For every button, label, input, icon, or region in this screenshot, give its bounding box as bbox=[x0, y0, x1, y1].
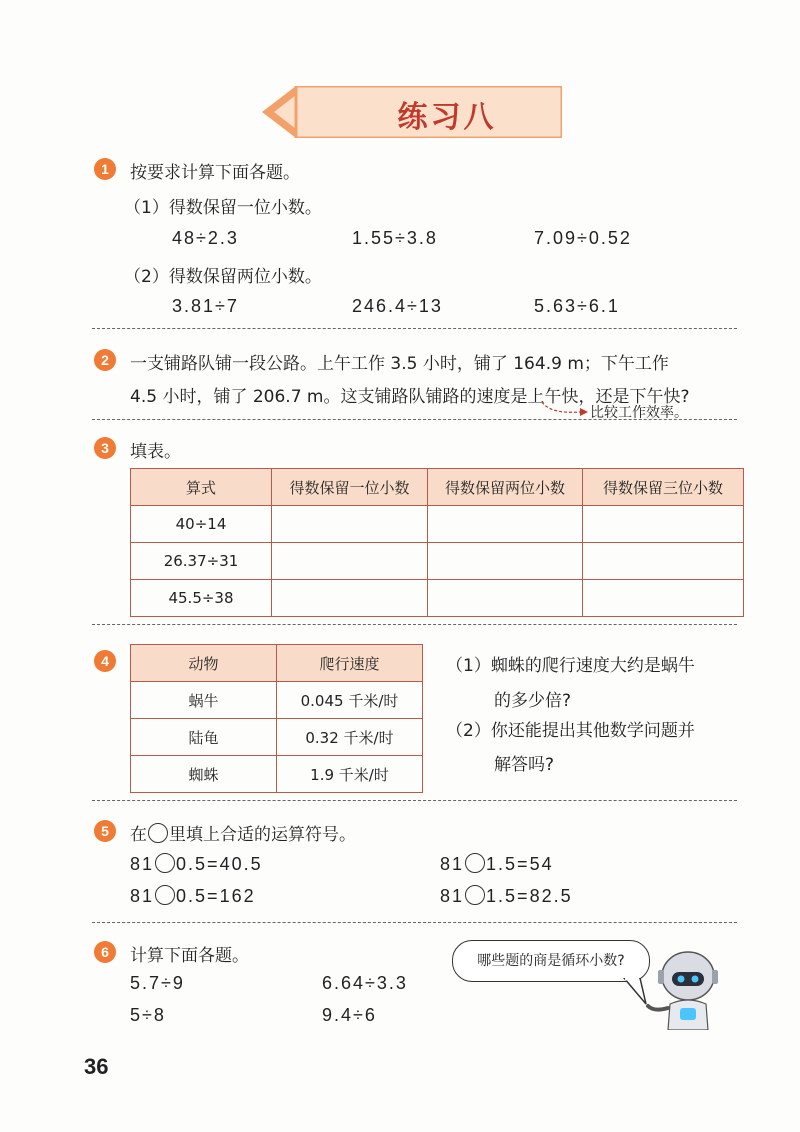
q5-prompt-post: 里填上合适的运算符号。 bbox=[169, 825, 356, 845]
q5-item-right: 1.5=54 bbox=[486, 854, 554, 874]
q5-item-right: 1.5=82.5 bbox=[486, 886, 573, 906]
table-header: 得数保留三位小数 bbox=[583, 469, 744, 506]
q5-prompt-pre: 在 bbox=[130, 825, 147, 845]
q2-line1: 一支铺路队铺一段公路。上午工作 3.5 小时，铺了 164.9 m；下午工作 bbox=[130, 354, 669, 374]
table-header: 动物 bbox=[131, 645, 277, 682]
answer-cell[interactable] bbox=[428, 506, 583, 543]
answer-cell[interactable] bbox=[428, 580, 583, 617]
table-header: 得数保留两位小数 bbox=[428, 469, 583, 506]
fill-in-table bbox=[130, 468, 744, 617]
table-row bbox=[131, 506, 744, 543]
q2-line2: 4.5 小时，铺了 206.7 m。这支铺路队铺路的速度是上午快，还是下午快? bbox=[130, 387, 690, 407]
q5-item-left: 81 bbox=[440, 854, 465, 874]
answer-cell[interactable] bbox=[583, 580, 744, 617]
answer-cell[interactable] bbox=[583, 506, 744, 543]
q1-sub2-label: （2）得数保留两位小数。 bbox=[124, 267, 322, 287]
q6-item: 6.64÷3.3 bbox=[322, 973, 408, 993]
question-number-2: 2 bbox=[94, 349, 116, 371]
divider bbox=[92, 419, 737, 420]
speech-bubble: 哪些题的商是循环小数? bbox=[452, 940, 650, 982]
q6-prompt: 计算下面各题。 bbox=[130, 946, 249, 966]
answer-cell[interactable] bbox=[272, 580, 428, 617]
q5-item bbox=[440, 853, 554, 875]
q1-sub2-item: 246.4÷13 bbox=[352, 296, 443, 316]
question-number-4: 4 bbox=[94, 650, 116, 672]
question-number-3: 3 bbox=[94, 437, 116, 459]
q5-item-left: 81 bbox=[130, 854, 155, 874]
table-row bbox=[131, 682, 423, 719]
divider bbox=[92, 328, 737, 329]
operator-blank[interactable] bbox=[465, 885, 485, 905]
answer-cell[interactable] bbox=[583, 543, 744, 580]
operator-blank[interactable] bbox=[155, 853, 175, 873]
q2-hint: 比较工作效率。 bbox=[590, 405, 688, 421]
table-header: 爬行速度 bbox=[277, 645, 423, 682]
expression-cell: 40÷14 bbox=[131, 506, 272, 543]
divider bbox=[92, 922, 737, 923]
q1-sub1-item: 48÷2.3 bbox=[172, 228, 239, 248]
q4-sub1-line1: （1）蜘蛛的爬行速度大约是蜗牛 bbox=[446, 656, 695, 676]
q4-sub2-line2: 解答吗? bbox=[494, 755, 555, 775]
q6-item: 9.4÷6 bbox=[322, 1005, 377, 1025]
speed-table bbox=[130, 644, 423, 793]
q5-item-left: 81 bbox=[130, 886, 155, 906]
page-title: 练习八 bbox=[397, 100, 497, 135]
table-header: 算式 bbox=[131, 469, 272, 506]
title-banner bbox=[262, 86, 562, 138]
table-row bbox=[131, 580, 744, 617]
speed-cell: 0.045 千米/时 bbox=[277, 682, 423, 719]
q5-item bbox=[130, 885, 256, 907]
q5-item-left: 81 bbox=[440, 886, 465, 906]
table-row bbox=[131, 543, 744, 580]
animal-cell: 陆龟 bbox=[131, 719, 277, 756]
table-row bbox=[131, 756, 423, 793]
q4-sub1-line2: 的多少倍? bbox=[494, 691, 572, 711]
expression-cell: 26.37÷31 bbox=[131, 543, 272, 580]
answer-cell[interactable] bbox=[428, 543, 583, 580]
question-number-1: 1 bbox=[94, 158, 116, 180]
q3-prompt: 填表。 bbox=[130, 442, 181, 462]
q6-item: 5÷8 bbox=[130, 1005, 166, 1025]
question-number-5: 5 bbox=[94, 820, 116, 842]
animal-cell: 蜘蛛 bbox=[131, 756, 277, 793]
q1-sub1-label: （1）得数保留一位小数。 bbox=[124, 198, 322, 218]
q5-item bbox=[130, 853, 263, 875]
table-header: 得数保留一位小数 bbox=[272, 469, 428, 506]
divider bbox=[92, 800, 737, 801]
q5-item-right: 0.5=162 bbox=[176, 886, 256, 906]
q5-item-right: 0.5=40.5 bbox=[176, 854, 263, 874]
q1-sub2-item: 5.63÷6.1 bbox=[534, 296, 620, 316]
q1-sub2-item: 3.81÷7 bbox=[172, 296, 239, 316]
q5-prompt bbox=[130, 820, 356, 845]
answer-cell[interactable] bbox=[272, 543, 428, 580]
robot-icon bbox=[646, 946, 726, 1030]
q5-item bbox=[440, 885, 573, 907]
expression-cell: 45.5÷38 bbox=[131, 580, 272, 617]
divider bbox=[92, 624, 737, 625]
operator-blank[interactable] bbox=[465, 853, 485, 873]
operator-blank[interactable] bbox=[155, 885, 175, 905]
animal-cell: 蜗牛 bbox=[131, 682, 277, 719]
q1-prompt: 按要求计算下面各题。 bbox=[130, 163, 300, 183]
page-number: 36 bbox=[84, 1054, 109, 1079]
q1-sub1-item: 7.09÷0.52 bbox=[534, 228, 632, 248]
q4-sub2-line1: （2）你还能提出其他数学问题并 bbox=[446, 721, 695, 741]
q1-sub1-item: 1.55÷3.8 bbox=[352, 228, 438, 248]
answer-cell[interactable] bbox=[272, 506, 428, 543]
q6-item: 5.7÷9 bbox=[130, 973, 185, 993]
hint-arrow-icon bbox=[540, 400, 590, 420]
speed-cell: 0.32 千米/时 bbox=[277, 719, 423, 756]
circle-icon bbox=[148, 823, 168, 843]
question-number-6: 6 bbox=[94, 941, 116, 963]
speed-cell: 1.9 千米/时 bbox=[277, 756, 423, 793]
table-row bbox=[131, 719, 423, 756]
